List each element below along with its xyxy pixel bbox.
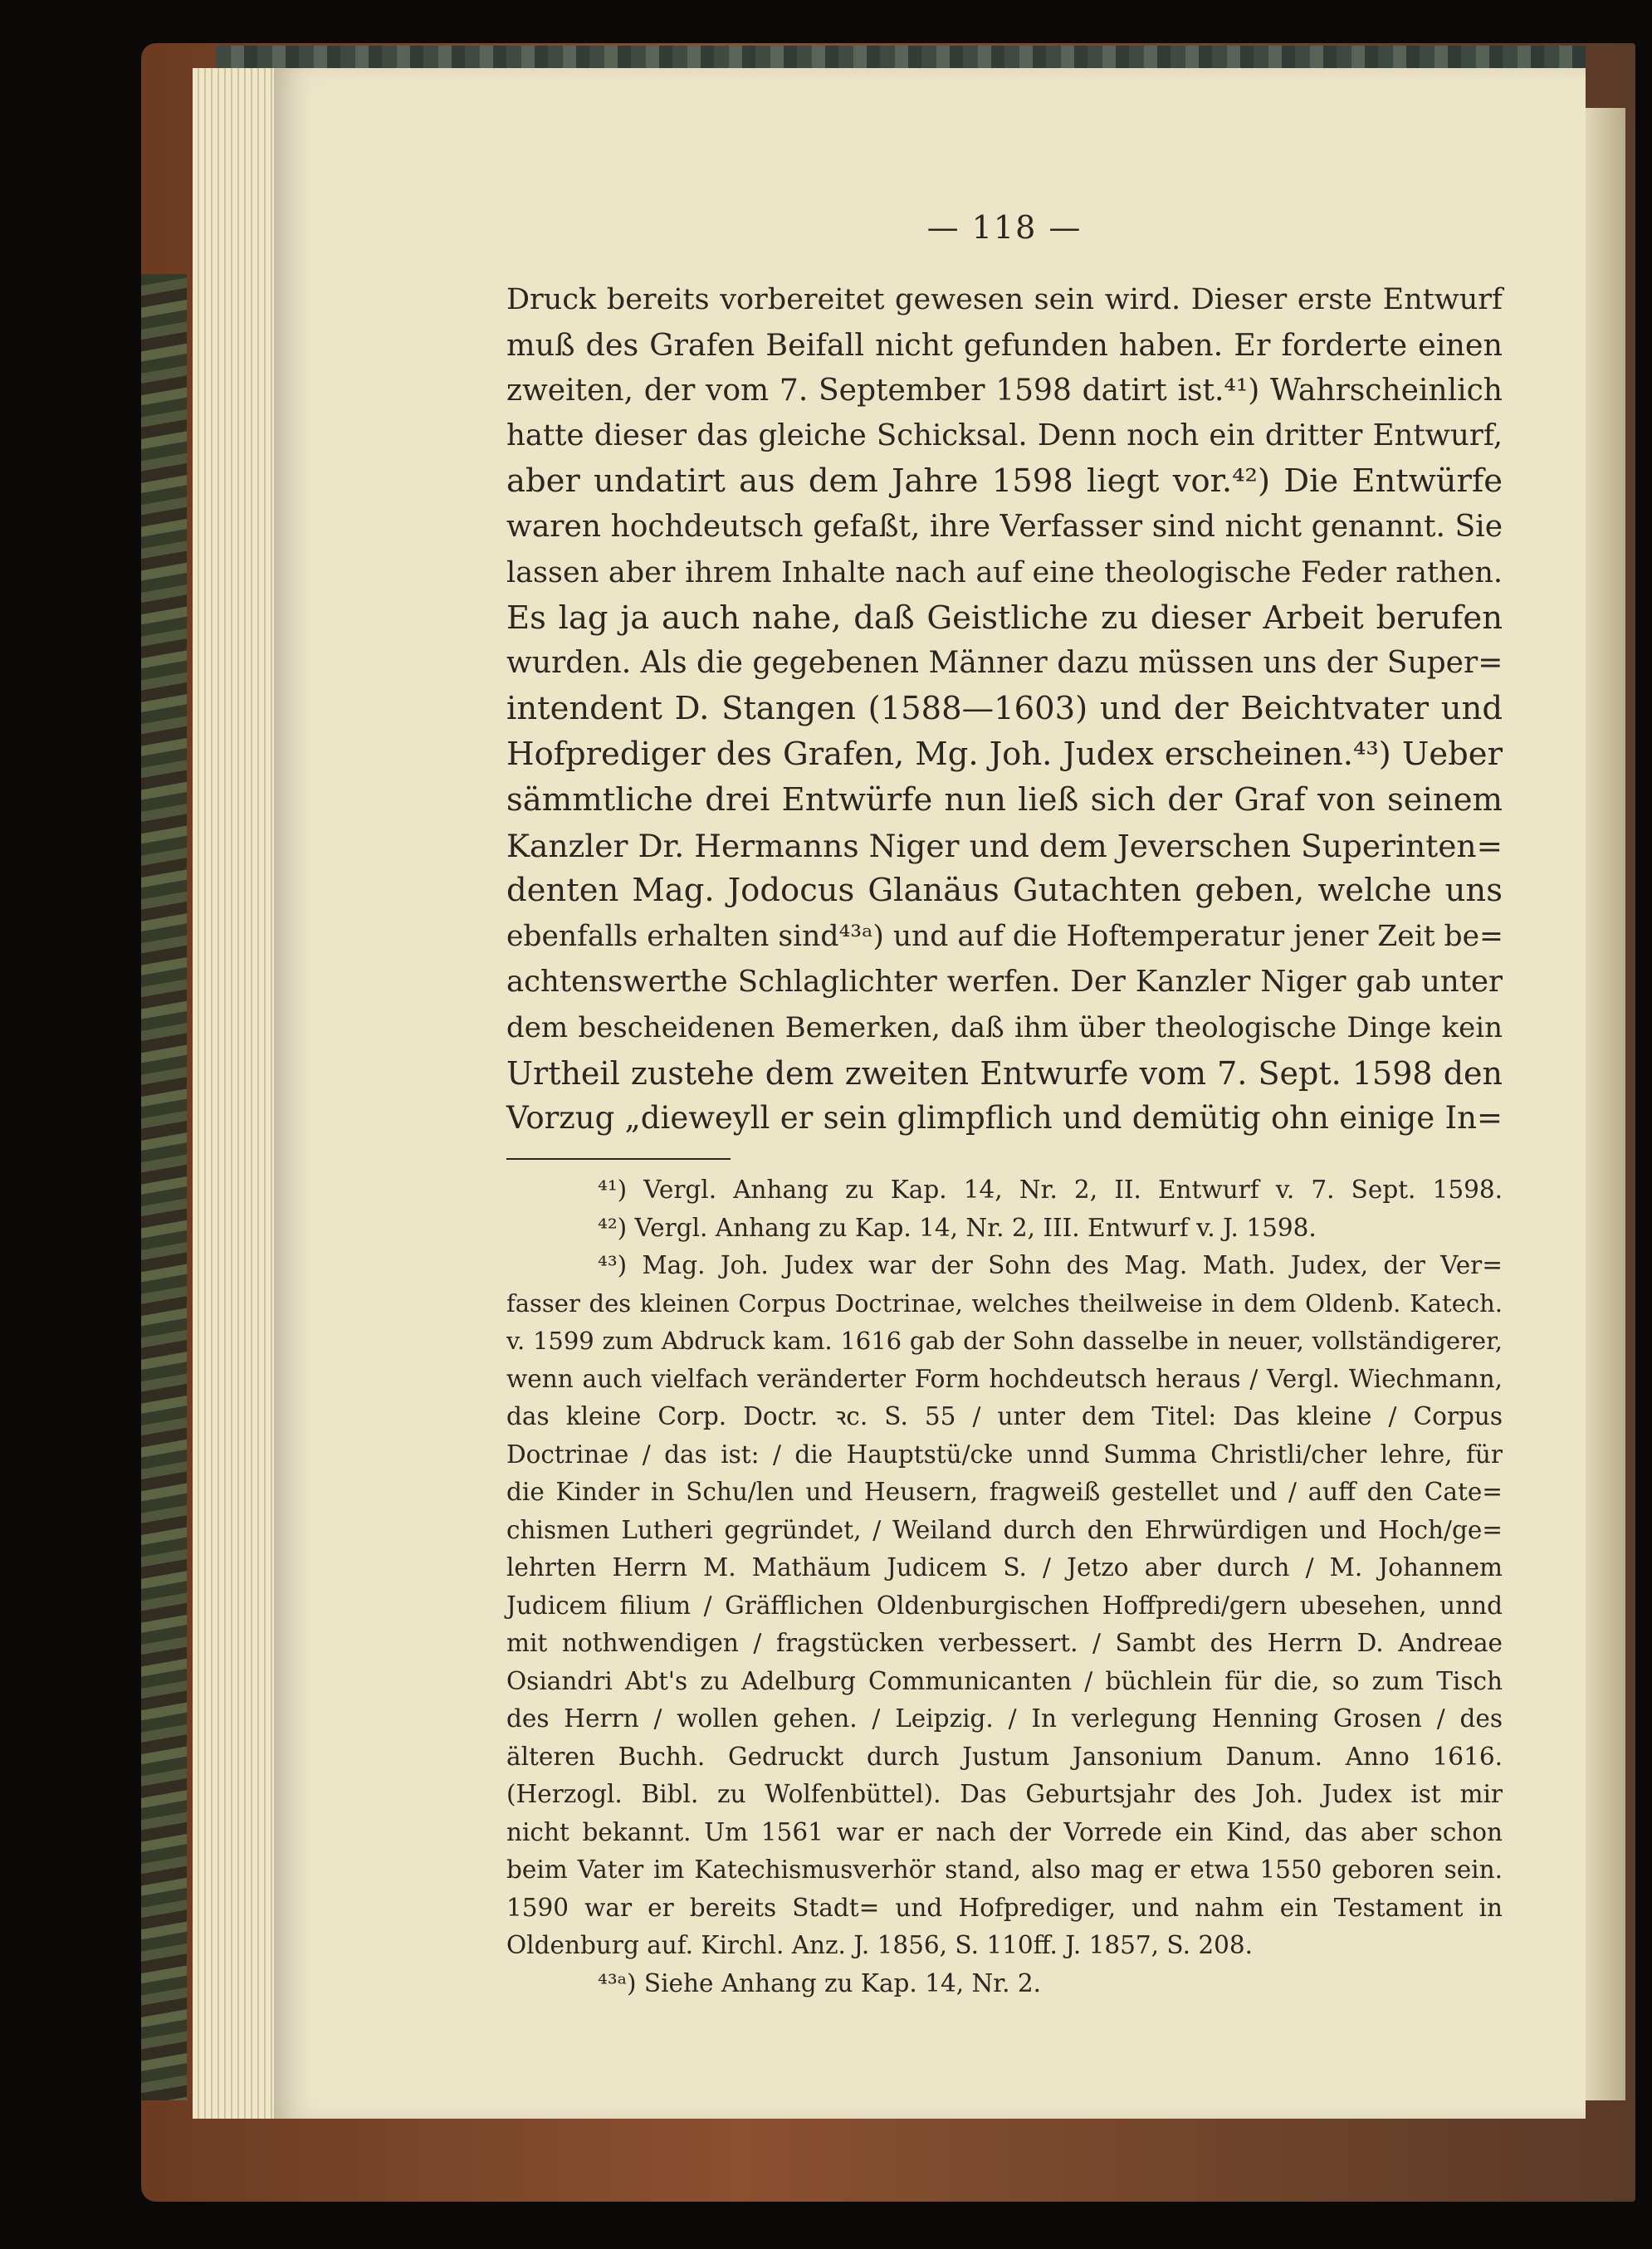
footnote-line: ⁴²) Vergl. Anhang zu Kap. 14, Nr. 2, III. Entwurf v. J. 1598. <box>598 1213 1317 1242</box>
footnote-line: beim Vater im Katechismusverhör stand, also mag er etwa 1550 geboren sein. <box>506 1855 1503 1885</box>
footnote-line: ⁴³ᵃ) Siehe Anhang zu Kap. 14, Nr. 2. <box>598 1968 1042 1997</box>
footnote-line: (Herzogl. Bibl. zu Wolfenbüttel). Das Geburtsjahr des Joh. Judex ist mir <box>506 1780 1503 1809</box>
body-line: wurden. Als die gegebenen Männer dazu müssen uns der Super= <box>506 646 1503 681</box>
body-line: hatte dieser das gleiche Schicksal. Denn noch ein dritter Entwurf, <box>506 418 1503 453</box>
body-line: aber undatirt aus dem Jahre 1598 liegt vor.⁴²) Die Entwürfe <box>506 462 1503 501</box>
book-page <box>274 68 1586 2119</box>
page-edge-top <box>216 46 1586 71</box>
footnote-line: die Kinder in Schu/len und Heusern, fragweiß gestellet und / auff den Cate= <box>506 1478 1503 1507</box>
body-line: Druck bereits vorbereitet gewesen sein wird. Dieser erste Entwurf <box>506 283 1503 316</box>
page-edges-left <box>193 68 284 2119</box>
body-line: Kanzler Dr. Hermanns Niger und dem Jeverschen Superinten= <box>506 827 1503 864</box>
body-text <box>506 277 1503 1142</box>
footnote-line: mit nothwendigen / fragstücken verbessert. / Sambt des Herrn D. Andreae <box>506 1629 1503 1658</box>
body-line: Hofprediger des Grafen, Mg. Joh. Judex erscheinen.⁴³) Ueber <box>506 735 1503 773</box>
footnote-line: fasser des kleinen Corpus Doctrinae, welches theilweise in dem Oldenb. Katech. <box>506 1288 1503 1318</box>
footnote-line: chismen Lutheri gegründet, / Weiland durch den Ehrwürdigen und Hoch/ge= <box>506 1515 1503 1544</box>
marbled-cover <box>141 274 187 2100</box>
footnote-line: v. 1599 zum Abdruck kam. 1616 gab der Sohn dasselbe in neuer, vollständigerer, <box>506 1327 1503 1356</box>
body-line: dem bescheidenen Bemerken, daß ihm über theologische Dinge kein <box>506 1010 1503 1044</box>
body-line: lassen aber ihrem Inhalte nach auf eine theologische Feder rathen. <box>506 555 1503 589</box>
body-line: sämmtliche drei Entwürfe nun ließ sich der Graf von seinem <box>506 780 1503 819</box>
footnotes <box>506 1171 1503 2002</box>
body-line: intendent D. Stangen (1588—1603) und der Beichtvater und <box>506 690 1503 728</box>
body-line: Urtheil zustehe dem zweiten Entwurfe vom 7. Sept. 1598 den <box>506 1054 1503 1092</box>
body-line: achtenswerthe Schlaglichter werfen. Der Kanzler Niger gab unter <box>506 964 1503 999</box>
page-content <box>506 209 1503 2002</box>
body-line: waren hochdeutsch gefaßt, ihre Verfasser sind nicht genannt. Sie <box>506 509 1503 544</box>
page-edge-right <box>1584 108 1625 2100</box>
body-line: Es lag ja auch nahe, daß Geistliche zu dieser Arbeit berufen <box>506 599 1503 637</box>
page-number: — 118 — <box>926 209 1083 246</box>
footnote-line: nicht bekannt. Um 1561 war er nach der Vorrede ein Kind, das aber schon <box>506 1817 1503 1846</box>
body-line: ebenfalls erhalten sind⁴³ᵃ) und auf die Hoftemperatur jener Zeit be= <box>506 920 1503 954</box>
footnote-line: lehrten Herrn M. Mathäum Judicem S. / Jetzo aber durch / M. Johannem <box>506 1553 1503 1582</box>
footnote-line: Judicem filium / Gräfflichen Oldenburgischen Hoffpredi/gern ubesehen, unnd <box>506 1591 1503 1620</box>
footnote-line: Oldenburg auf. Kirchl. Anz. J. 1856, S. 110ff. J. 1857, S. 208. <box>506 1931 1254 1960</box>
footnote-line: wenn auch vielfach veränderter Form hochdeutsch heraus / Vergl. Wiechmann, <box>506 1364 1503 1393</box>
footnote-line: älteren Buchh. Gedruckt durch Justum Jansonium Danum. Anno 1616. <box>506 1742 1503 1771</box>
footnote-divider <box>506 1158 731 1160</box>
body-line: Vorzug „dieweyll er sein glimpflich und demütig ohn einige In= <box>506 1100 1503 1137</box>
footnote-line: 1590 war er bereits Stadt= und Hofprediger, und nahm ein Testament in <box>506 1893 1503 1922</box>
footnote-line: des Herrn / wollen gehen. / Leipzig. / In verlegung Henning Grosen / des <box>506 1704 1503 1733</box>
footnote-line: ⁴³) Mag. Joh. Judex war der Sohn des Mag. Math. Judex, der Ver= <box>598 1251 1503 1280</box>
body-line: muß des Grafen Beifall nicht gefunden haben. Er forderte einen <box>506 326 1503 363</box>
footnote-line: Osiandri Abt's zu Adelburg Communicanten / büchlein für die, so zum Tisch <box>506 1666 1503 1695</box>
body-line: zweiten, der vom 7. September 1598 datirt ist.⁴¹) Wahrscheinlich <box>506 373 1503 408</box>
footnote-line: Doctrinae / das ist: / die Hauptstü/cke unnd Summa Christli/cher lehre, für <box>506 1440 1503 1469</box>
footnote-line: ⁴¹) Vergl. Anhang zu Kap. 14, Nr. 2, II. Entwurf v. 7. Sept. 1598. <box>598 1176 1503 1205</box>
body-line: denten Mag. Jodocus Glanäus Gutachten geben, welche uns <box>506 872 1503 910</box>
footnote-line: das kleine Corp. Doctr. ꝛc. S. 55 / unter dem Titel: Das kleine / Corpus <box>506 1402 1503 1431</box>
